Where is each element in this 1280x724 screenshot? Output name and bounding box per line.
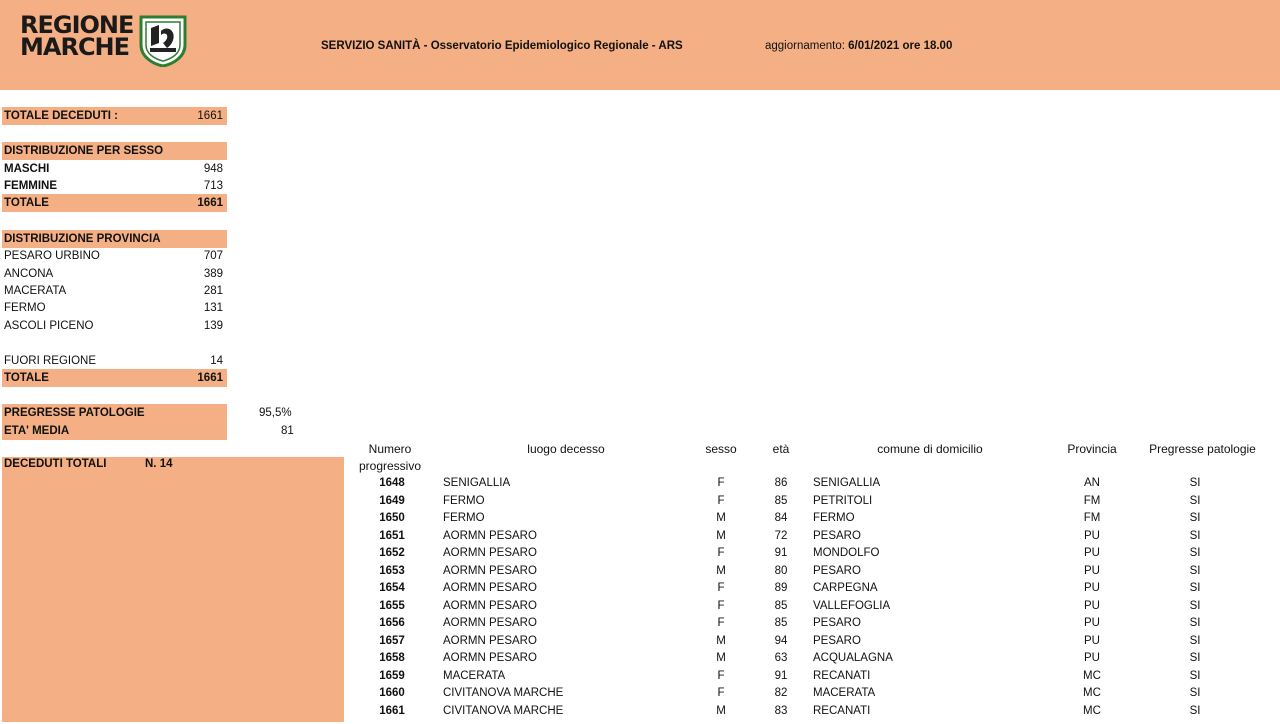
cell-luogo: AORMN PESARO — [443, 529, 537, 542]
cell-eta: 72 — [774, 529, 788, 542]
cell-sesso: F — [717, 477, 725, 489]
cell-provincia: AN — [1084, 477, 1100, 489]
patologie-value: 95,5% — [259, 407, 292, 419]
cell-provincia: PU — [1084, 547, 1100, 559]
cell-provincia: MC — [1083, 669, 1101, 682]
table-row — [0, 633, 1280, 651]
logo-text — [20, 11, 134, 61]
cell-provincia: MC — [1083, 687, 1101, 699]
provincia-label: FERMO — [4, 302, 46, 314]
cell-sesso: F — [717, 669, 725, 682]
cell-eta: 89 — [774, 582, 788, 594]
header-provincia: Provincia — [1067, 442, 1117, 456]
cell-eta: 86 — [774, 477, 788, 489]
femmine-row — [2, 177, 227, 195]
provincia-totale-label: TOTALE — [4, 372, 49, 384]
provincia-totale-value: 1661 — [197, 372, 223, 384]
provincia-value: 139 — [203, 320, 223, 332]
cell-provincia: PU — [1084, 529, 1100, 542]
table-row — [0, 703, 1280, 721]
cell-sesso: F — [717, 494, 725, 507]
cell-patologie: SI — [1189, 599, 1201, 612]
header-numero-line1: Numero — [368, 442, 412, 456]
header-eta: età — [772, 442, 790, 456]
cell-provincia: PU — [1084, 652, 1100, 664]
cell-numero: 1657 — [379, 634, 405, 647]
cell-comune: PETRITOLI — [813, 494, 873, 507]
cell-comune: FERMO — [813, 512, 855, 524]
header-service-title: SERVIZIO SANITÀ - Osservatorio Epidemiologico Regionale - ARS — [321, 40, 683, 52]
provincia-value: 389 — [203, 268, 223, 280]
cell-patologie: SI — [1189, 564, 1201, 577]
cell-comune: SENIGALLIA — [813, 477, 881, 489]
header-luogo: luogo decesso — [527, 442, 605, 456]
cell-patologie: SI — [1189, 634, 1201, 647]
cell-luogo: AORMN PESARO — [443, 617, 537, 629]
totale-deceduti-value: 1661 — [197, 110, 223, 122]
cell-comune: PESARO — [813, 564, 861, 577]
provincia-row — [2, 317, 227, 335]
cell-provincia: PU — [1084, 599, 1100, 612]
provincia-label: ANCONA — [4, 268, 54, 280]
cell-numero: 1651 — [379, 529, 405, 542]
cell-patologie: SI — [1189, 652, 1201, 664]
coat-of-arms-icon — [137, 15, 189, 67]
header-comune: comune di domicilio — [877, 442, 983, 456]
cell-comune: PESARO — [813, 617, 861, 629]
maschi-label: MASCHI — [4, 163, 50, 175]
cell-numero: 1654 — [379, 582, 405, 594]
cell-eta: 94 — [774, 634, 788, 647]
cell-patologie: SI — [1189, 617, 1201, 629]
cell-comune: CARPEGNA — [813, 582, 878, 594]
patologie-label: PREGRESSE PATOLOGIE — [4, 407, 145, 419]
cell-numero: 1658 — [379, 652, 405, 664]
update-label: aggiornamento: — [765, 40, 849, 52]
cell-eta: 85 — [774, 494, 788, 507]
table-row — [0, 510, 1280, 528]
cell-sesso: F — [717, 599, 725, 612]
provincia-row — [2, 299, 227, 317]
cell-numero: 1653 — [379, 564, 405, 577]
cell-sesso: M — [716, 652, 726, 664]
cell-patologie: SI — [1189, 477, 1201, 489]
cell-provincia: PU — [1084, 634, 1100, 647]
logo-line-1: REGIONE — [20, 11, 134, 39]
cell-sesso: F — [717, 582, 725, 594]
cell-luogo: AORMN PESARO — [443, 564, 537, 577]
provincia-totale-row — [2, 369, 227, 387]
cell-patologie: SI — [1189, 704, 1201, 717]
cell-comune: VALLEFOGLIA — [813, 599, 891, 612]
cell-luogo: FERMO — [443, 512, 485, 524]
cell-eta: 85 — [774, 599, 788, 612]
cell-sesso: F — [717, 687, 725, 699]
cell-comune: RECANATI — [813, 669, 871, 682]
provincia-row — [2, 247, 227, 265]
table-row — [0, 493, 1280, 511]
provincia-value: 281 — [203, 285, 223, 297]
cell-numero: 1648 — [379, 477, 405, 489]
patologie-row — [2, 404, 227, 422]
cell-sesso: M — [716, 512, 726, 524]
cell-comune: PESARO — [813, 634, 861, 647]
cell-patologie: SI — [1189, 687, 1201, 699]
eta-media-label: ETA' MEDIA — [4, 425, 70, 437]
cell-numero: 1660 — [379, 687, 405, 699]
eta-media-row — [2, 422, 227, 440]
provincia-label: MACERATA — [4, 285, 67, 297]
totale-deceduti-row — [2, 107, 227, 125]
totale-deceduti-label: TOTALE DECEDUTI : — [4, 110, 118, 122]
cell-eta: 91 — [774, 669, 788, 682]
cell-eta: 63 — [774, 652, 788, 664]
deceduti-totali-label: DECEDUTI TOTALI — [4, 458, 107, 470]
cell-luogo: SENIGALLIA — [443, 477, 511, 489]
cell-luogo: MACERATA — [443, 669, 506, 682]
cell-numero: 1661 — [379, 704, 405, 717]
table-row — [0, 580, 1280, 598]
cell-eta: 91 — [774, 547, 788, 559]
cell-sesso: F — [717, 617, 725, 629]
cell-luogo: AORMN PESARO — [443, 652, 537, 664]
sesso-totale-value: 1661 — [197, 197, 223, 209]
cell-patologie: SI — [1189, 669, 1201, 682]
cell-patologie: SI — [1189, 582, 1201, 594]
cell-luogo: AORMN PESARO — [443, 634, 537, 647]
fuori-regione-value: 14 — [210, 355, 223, 367]
maschi-value: 948 — [203, 163, 223, 175]
cell-provincia: FM — [1083, 512, 1101, 524]
cell-sesso: M — [716, 564, 726, 577]
table-row — [0, 563, 1280, 581]
cell-sesso: M — [716, 704, 726, 717]
cell-provincia: PU — [1084, 582, 1100, 594]
table-row — [0, 650, 1280, 668]
cell-patologie: SI — [1189, 547, 1201, 559]
header-patologie: Pregresse patologie — [1149, 442, 1256, 456]
cell-provincia: PU — [1084, 564, 1100, 577]
cell-eta: 83 — [774, 704, 788, 717]
page-header — [0, 0, 1280, 90]
cell-provincia: FM — [1083, 494, 1101, 507]
sesso-title: DISTRIBUZIONE PER SESSO — [4, 145, 164, 157]
fuori-regione-row — [2, 352, 227, 370]
femmine-label: FEMMINE — [4, 180, 58, 192]
cell-numero: 1656 — [379, 617, 405, 629]
cell-eta: 85 — [774, 617, 788, 629]
provincia-row — [2, 282, 227, 300]
provincia-title: DISTRIBUZIONE PROVINCIA — [4, 233, 161, 245]
table-row — [0, 615, 1280, 633]
table-row — [0, 475, 1280, 493]
cell-sesso: M — [716, 634, 726, 647]
cell-provincia: PU — [1084, 617, 1100, 629]
table-row — [0, 685, 1280, 703]
sesso-totale-label: TOTALE — [4, 197, 49, 209]
header-sesso: sesso — [705, 442, 737, 456]
cell-patologie: SI — [1189, 529, 1201, 542]
cell-luogo: FERMO — [443, 494, 485, 507]
update-value: 6/01/2021 ore 18.00 — [848, 40, 953, 52]
cell-luogo: CIVITANOVA MARCHE — [443, 687, 564, 699]
provincia-value: 131 — [203, 302, 223, 314]
logo-line-2: MARCHE — [20, 33, 130, 61]
header-update — [765, 40, 952, 52]
header-numero-line2: progressivo — [358, 459, 422, 473]
cell-luogo: AORMN PESARO — [443, 547, 537, 559]
cell-numero: 1659 — [379, 669, 405, 682]
cell-comune: MACERATA — [813, 687, 876, 699]
cell-sesso: F — [717, 547, 725, 559]
femmine-value: 713 — [203, 180, 223, 192]
cell-luogo: CIVITANOVA MARCHE — [443, 704, 564, 717]
table-row — [0, 598, 1280, 616]
cell-comune: MONDOLFO — [813, 547, 880, 559]
cell-patologie: SI — [1189, 494, 1201, 507]
deceduti-totali-value: N. 14 — [145, 458, 173, 470]
cell-eta: 82 — [774, 687, 788, 699]
cell-luogo: AORMN PESARO — [443, 599, 537, 612]
table-row — [0, 668, 1280, 686]
table-row — [0, 545, 1280, 563]
cell-numero: 1649 — [379, 494, 405, 507]
fuori-regione-label: FUORI REGIONE — [4, 355, 97, 367]
cell-numero: 1655 — [379, 599, 405, 612]
provincia-label: PESARO URBINO — [4, 250, 100, 262]
provincia-title-row — [2, 230, 227, 248]
maschi-row — [2, 160, 227, 178]
sesso-title-row — [2, 142, 227, 160]
cell-numero: 1652 — [379, 547, 405, 559]
cell-patologie: SI — [1189, 512, 1201, 524]
provincia-label: ASCOLI PICENO — [4, 320, 94, 332]
cell-eta: 80 — [774, 564, 788, 577]
cell-comune: ACQUALAGNA — [813, 652, 893, 664]
cell-luogo: AORMN PESARO — [443, 582, 537, 594]
provincia-value: 707 — [203, 250, 223, 262]
cell-comune: PESARO — [813, 529, 861, 542]
cell-numero: 1650 — [379, 512, 405, 524]
cell-comune: RECANATI — [813, 704, 871, 717]
cell-provincia: MC — [1083, 704, 1101, 717]
table-row — [0, 528, 1280, 546]
cell-eta: 84 — [774, 512, 788, 524]
cell-sesso: M — [716, 529, 726, 542]
eta-media-value: 81 — [281, 425, 294, 437]
provincia-row — [2, 265, 227, 283]
sesso-totale-row — [2, 194, 227, 212]
header-numero — [358, 441, 422, 475]
